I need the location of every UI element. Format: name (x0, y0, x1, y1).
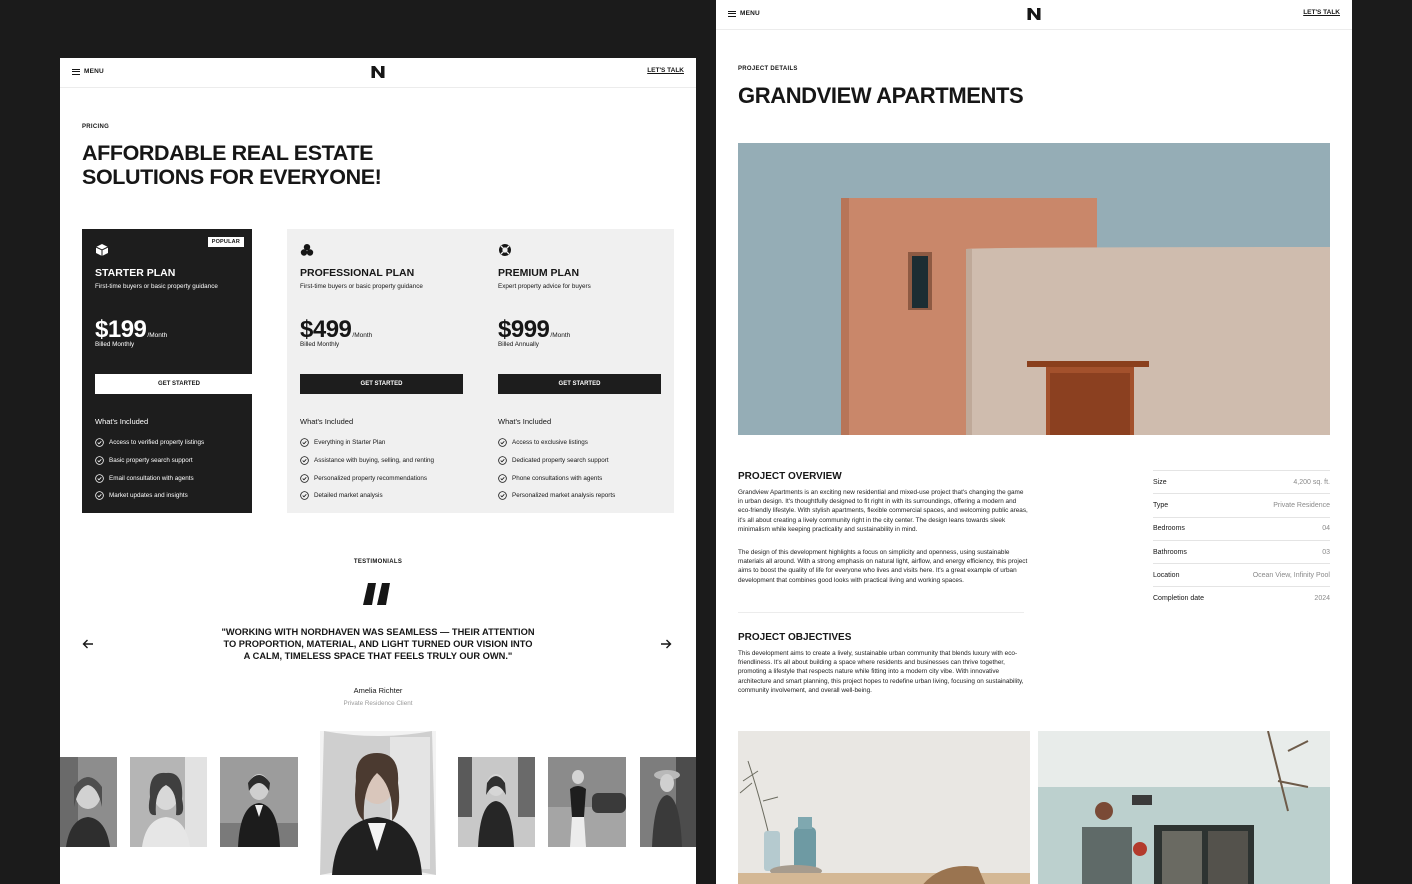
brand-logo-icon[interactable] (1028, 8, 1041, 20)
plan-description: Expert property advice for buyers (498, 283, 591, 290)
list-item (498, 487, 615, 505)
circles-icon (300, 243, 314, 257)
plan-price (95, 316, 167, 344)
spec-label: Size (1153, 478, 1167, 486)
spec-row-type (1153, 493, 1330, 516)
spec-row-location (1153, 563, 1330, 586)
client-photo[interactable] (458, 757, 535, 847)
list-item (498, 434, 615, 452)
project-title: GRANDVIEW APARTMENTS (738, 83, 1024, 108)
plan-card-starter (82, 229, 252, 513)
check-circle-icon (300, 456, 309, 465)
overview-heading: PROJECT OVERVIEW (738, 471, 842, 482)
menu-button[interactable] (728, 10, 760, 17)
check-circle-icon (300, 491, 309, 500)
list-item (300, 487, 434, 505)
pricing-eyebrow: PRICING (82, 124, 110, 130)
spec-row-size (1153, 470, 1330, 493)
spec-row-bathrooms (1153, 540, 1330, 563)
spec-value: 03 (1322, 548, 1330, 556)
feature-text: Everything in Starter Plan (314, 439, 386, 447)
spec-label: Bedrooms (1153, 525, 1185, 533)
get-started-button[interactable]: GET STARTED (95, 374, 263, 394)
testimonials-eyebrow: TESTIMONIALS (353, 559, 403, 565)
feature-text: Personalized property recommendations (314, 474, 428, 482)
check-circle-icon (95, 474, 104, 483)
spec-label: Type (1153, 501, 1169, 509)
list-item (498, 469, 615, 487)
pricing-page (60, 58, 696, 884)
feature-text: Detailed market analysis (314, 492, 383, 500)
overview-paragraph-1: Grandview Apartments is an exciting new residential and mixed-use project that's changing the game in urban design. It's thoughtfully designed to fit right in with its surroundings, offering a modern and eco-friendly lifestyle. With stylish apartments, flexible commercial spaces, and welcoming public areas, it's all about creating a lively community right in the city center. The design leans towards sleek minimalism while keeping practicality and sustainability in mind. (738, 489, 1028, 533)
quote-icon (363, 583, 393, 605)
headline-line-1: AFFORDABLE REAL ESTATE (82, 141, 374, 165)
objectives-paragraph: This development aims to create a lively, sustainable urban community that blends luxury with eco-friendliness. It's all about building a space where residents and businesses can thrive together, promoting a lifestyle that respects nature while fitting into a modern city vibe. With innovative architecture and smart planning, this project hopes to redefine urban living, focusing on sustainability, community involvement, and overall well-being. (738, 650, 1024, 694)
feature-text: Phone consultations with agents (512, 474, 603, 482)
check-circle-icon (300, 474, 309, 483)
lets-talk-link[interactable]: LET'S TALK (647, 67, 684, 74)
client-photo[interactable] (60, 757, 117, 847)
included-label: What's Included (95, 417, 149, 426)
top-nav (60, 58, 696, 88)
client-photo[interactable] (130, 757, 207, 847)
spec-value: 2024 (1314, 595, 1330, 603)
check-circle-icon (95, 438, 104, 447)
overview-paragraph-2: The design of this development highlights a focus on simplicity and openness, using sustainable materials all around. With a strong emphasis on natural light, airflow, and energy efficiency, this project aims to boost the quality of life for everyone who lives and visits here. It's a great example of urban development that combines good looks with practical living and working spaces. (738, 549, 1028, 584)
spec-value: 4,200 sq. ft. (1293, 478, 1330, 486)
get-started-button[interactable]: GET STARTED (300, 374, 463, 394)
spec-value: 04 (1322, 525, 1330, 533)
feature-text: Basic property search support (109, 457, 193, 465)
lifebuoy-icon (498, 243, 512, 257)
list-item (95, 469, 204, 487)
plan-card-premium (485, 229, 674, 513)
check-circle-icon (498, 474, 507, 483)
featured-client-photo[interactable] (320, 731, 436, 875)
plan-price (498, 316, 570, 344)
featured-client-portrait (320, 731, 436, 875)
client-photo[interactable] (640, 757, 696, 847)
spec-value: Private Residence (1273, 501, 1330, 509)
feature-list (300, 434, 434, 505)
list-item (95, 487, 204, 505)
check-circle-icon (95, 456, 104, 465)
get-started-button[interactable]: GET STARTED (498, 374, 661, 394)
spec-row-completion (1153, 586, 1330, 609)
price-amount: $999 (498, 316, 550, 343)
check-circle-icon (300, 438, 309, 447)
pricing-plans (82, 229, 674, 513)
list-item (95, 434, 204, 452)
plan-group-light (287, 229, 674, 513)
feature-text: Access to verified property listings (109, 439, 205, 447)
cube-icon (95, 243, 109, 257)
check-circle-icon (498, 491, 507, 500)
objectives-heading: PROJECT OBJECTIVES (738, 632, 852, 643)
top-nav (716, 0, 1352, 30)
plan-card-professional (287, 229, 477, 513)
billing-cycle: Billed Annually (498, 341, 539, 348)
project-details-page (716, 0, 1352, 884)
arrow-left-icon[interactable] (82, 638, 94, 650)
feature-text: Market updates and insights (109, 492, 188, 500)
arrow-right-icon[interactable] (660, 638, 672, 650)
project-eyebrow: PROJECT DETAILS (738, 66, 798, 72)
pricing-headline (82, 142, 381, 189)
spec-label: Bathrooms (1153, 548, 1187, 556)
list-item (95, 452, 204, 470)
spec-row-bedrooms (1153, 517, 1330, 540)
list-item (300, 452, 434, 470)
client-photo[interactable] (220, 757, 298, 847)
menu-label: MENU (84, 68, 104, 75)
price-amount: $499 (300, 316, 352, 343)
billing-cycle: Billed Monthly (95, 341, 135, 348)
feature-text: Assistance with buying, selling, and renting (314, 457, 435, 465)
lets-talk-link[interactable]: LET'S TALK (1303, 9, 1340, 16)
plan-name: PREMIUM PLAN (498, 267, 580, 279)
client-photo[interactable] (548, 757, 626, 847)
plan-name: STARTER PLAN (95, 267, 176, 279)
price-amount: $199 (95, 316, 147, 343)
spec-label: Completion date (1153, 595, 1204, 603)
billing-cycle: Billed Monthly (300, 341, 340, 348)
testimonial-role: Private Residence Client (343, 700, 413, 707)
feature-text: Dedicated property search support (512, 457, 609, 465)
hamburger-icon (72, 69, 80, 75)
menu-label: MENU (740, 10, 760, 17)
check-circle-icon (95, 491, 104, 500)
feature-list (95, 434, 204, 505)
gallery-image-exterior[interactable] (1038, 731, 1330, 884)
feature-text: Email consultation with agents (109, 474, 194, 482)
feature-list (498, 434, 615, 505)
headline-line-2: SOLUTIONS FOR EVERYONE! (82, 164, 382, 189)
feature-text: Access to exclusive listings (512, 439, 588, 447)
section-divider (738, 612, 1024, 613)
plan-description: First-time buyers or basic property guidance (95, 283, 218, 290)
hamburger-icon (728, 11, 736, 17)
popular-badge: POPULAR (208, 237, 244, 247)
included-label: What's Included (498, 417, 552, 426)
plan-price (300, 316, 372, 344)
spec-label: Location (1153, 571, 1180, 579)
project-hero-image (738, 143, 1330, 435)
price-period: /Month (352, 332, 373, 339)
price-period: /Month (550, 332, 571, 339)
feature-text: Personalized market analysis reports (512, 492, 616, 500)
gallery-image-interior[interactable] (738, 731, 1030, 884)
testimonial-author: Amelia Richter (353, 686, 403, 695)
price-period: /Month (147, 332, 168, 339)
list-item (300, 434, 434, 452)
check-circle-icon (498, 438, 507, 447)
project-specs-table (1153, 470, 1330, 610)
included-label: What's Included (300, 417, 354, 426)
check-circle-icon (498, 456, 507, 465)
testimonial-quote: "WORKING WITH NORDHAVEN WAS SEAMLESS — THEIR ATTENTION TO PROPORTION, MATERIAL, AND LIGHT TURNED OUR VISION INTO A CALM, TIMELESS SPACE THAT FEELS TRULY OUR OWN." (221, 627, 535, 661)
plan-name: PROFESSIONAL PLAN (300, 267, 415, 279)
spec-value: Ocean View, Infinity Pool (1252, 571, 1330, 579)
plan-description: First-time buyers or basic property guidance (300, 283, 423, 290)
list-item (300, 469, 434, 487)
brand-logo-icon[interactable] (372, 66, 385, 78)
list-item (498, 452, 615, 470)
menu-button[interactable] (72, 68, 104, 75)
